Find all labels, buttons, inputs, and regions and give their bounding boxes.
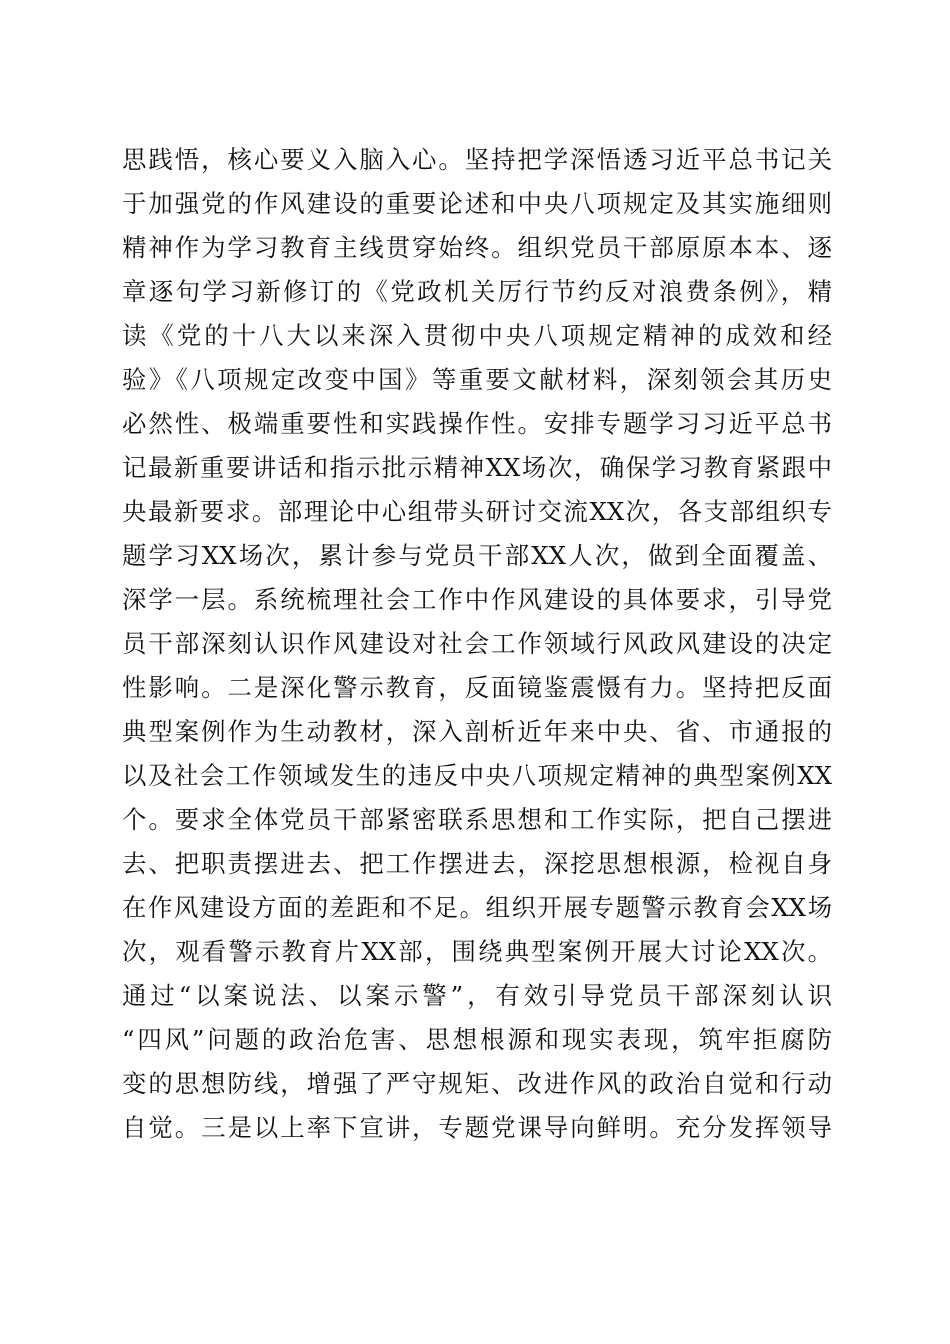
text-line-17: 去、把职责摆进去、把工作摆进去，深挖思想根源，检视自身 (122, 849, 832, 878)
text-line-7: 必然性、极端重要性和实践操作性。安排专题学习习近平总书 (122, 409, 832, 438)
text-line-11: 深学一层。系统梳理社会工作中作风建设的具体要求，引导党 (122, 585, 832, 614)
text-line-9: 央最新要求。部理论中心组带头研讨交流XX次，各支部组织专 (122, 497, 832, 526)
text-line-10: 题学习XX场次，累计参与党员干部XX人次，做到全面覆盖、 (122, 541, 832, 570)
body-paragraph (122, 138, 832, 1150)
text-line-15: 以及社会工作领域发生的违反中央八项规定精神的典型案例XX (122, 761, 832, 790)
text-line-8: 记最新重要讲话和指示批示精神XX场次，确保学习教育紧跟中 (122, 453, 832, 482)
text-line-21: “四风”问题的政治危害、思想根源和现实表现，筑牢拒腐防 (122, 1025, 832, 1054)
text-line-16: 个。要求全体党员干部紧密联系思想和工作实际，把自己摆进 (122, 805, 832, 834)
text-line-23: 自觉。三是以上率下宣讲，专题党课导向鲜明。充分发挥领导 (122, 1113, 832, 1142)
text-line-3: 精神作为学习教育主线贯穿始终。组织党员干部原原本本、逐 (122, 233, 832, 262)
text-line-13: 性影响。二是深化警示教育，反面镜鉴震慑有力。坚持把反面 (122, 673, 832, 702)
text-line-6: 验》《八项规定改变中国》等重要文献材料，深刻领会其历史 (122, 365, 832, 394)
text-line-22: 变的思想防线，增强了严守规矩、改进作风的政治自觉和行动 (122, 1069, 832, 1098)
text-line-5: 读《党的十八大以来深入贯彻中央八项规定精神的成效和经 (122, 321, 832, 350)
text-line-12: 员干部深刻认识作风建设对社会工作领域行风政风建设的决定 (122, 629, 832, 658)
text-line-14: 典型案例作为生动教材，深入剖析近年来中央、省、市通报的 (122, 717, 832, 746)
text-line-4: 章逐句学习新修订的《党政机关厉行节约反对浪费条例》，精 (122, 277, 832, 306)
text-line-20: 通过“以案说法、以案示警”，有效引导党员干部深刻认识 (122, 981, 832, 1010)
text-line-19: 次，观看警示教育片XX部，围绕典型案例开展大讨论XX次。 (122, 937, 832, 966)
text-line-2: 于加强党的作风建设的重要论述和中央八项规定及其实施细则 (122, 189, 832, 218)
text-line-1: 思践悟，核心要义入脑入心。坚持把学深悟透习近平总书记关 (122, 145, 832, 174)
text-line-18: 在作风建设方面的差距和不足。组织开展专题警示教育会XX场 (122, 893, 832, 922)
